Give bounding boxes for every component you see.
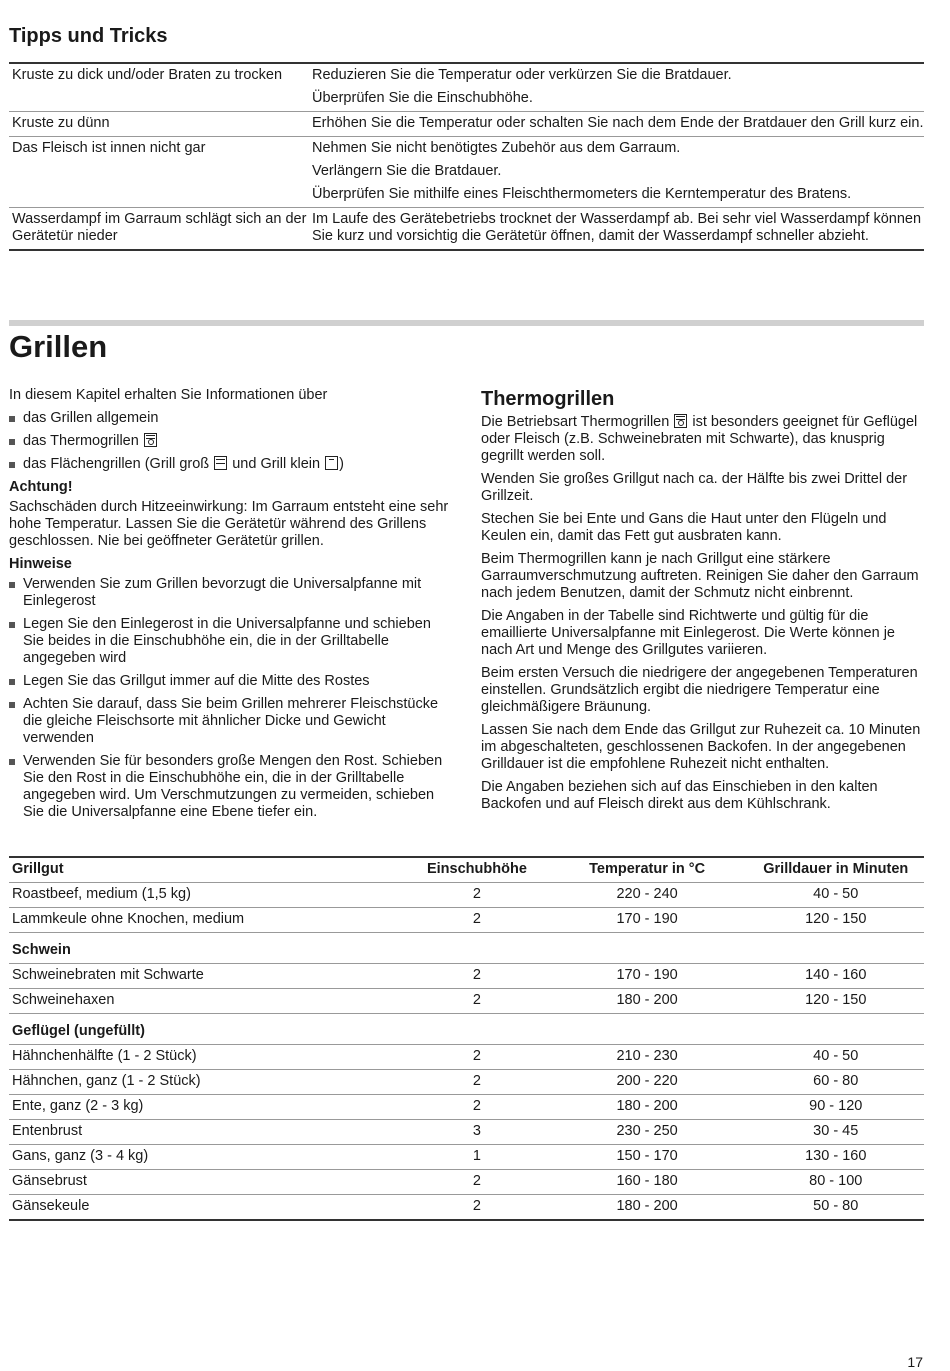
cell-temperatur: 170 - 190 — [547, 964, 748, 989]
cell-grilldauer: 120 - 150 — [748, 989, 924, 1014]
thermogrillen-title: Thermogrillen — [481, 388, 615, 410]
right-column — [481, 387, 921, 819]
table-row — [9, 1070, 924, 1095]
cell-grillgut: Ente, ganz (2 - 3 kg) — [9, 1095, 407, 1120]
cell-grillgut: Schweinehaxen — [9, 989, 407, 1014]
table-row — [9, 111, 924, 136]
cell-grilldauer: 40 - 50 — [748, 883, 924, 908]
table-row — [9, 883, 924, 908]
cell-grilldauer: 90 - 120 — [748, 1095, 924, 1120]
cell-temperatur: 180 - 200 — [547, 989, 748, 1014]
list-item: Legen Sie das Grillgut immer auf die Mitte des Rostes — [9, 673, 454, 690]
cell-grilldauer: 30 - 45 — [748, 1120, 924, 1145]
table-row — [9, 1120, 924, 1145]
table-row — [9, 1170, 924, 1195]
cell-grilldauer: 80 - 100 — [748, 1170, 924, 1195]
list-item: das Thermogrillen — [9, 433, 454, 450]
warning-text: Sachschäden durch Hitzeeinwirkung: Im Garraum entsteht eine sehr hohe Temperatur. Lassen Sie die Gerätetür während des Grillens geschlossen. Nie bei geöffneter Gerätetür grillen. — [9, 499, 449, 549]
table-row — [9, 989, 924, 1014]
section-divider — [9, 320, 924, 326]
thermogrillen-paragraph: Wenden Sie großes Grillgut nach ca. der Hälfte bis zwei Drittel der Grillzeit. — [481, 471, 908, 504]
list-item: Legen Sie den Einlegerost in die Universalpfanne und schieben Sie beides in die Einschubhöhe ein, die in der Grilltabelle angegeben wird — [9, 616, 454, 667]
cell-grilldauer: 140 - 160 — [748, 964, 924, 989]
cell-einschubhoehe: 2 — [407, 1045, 547, 1070]
table-group-row — [9, 1014, 924, 1045]
solution-text: Reduzieren Sie die Temperatur oder verkürzen Sie die Bratdauer. — [312, 67, 732, 83]
cell-grillgut: Hähnchenhälfte (1 - 2 Stück) — [9, 1045, 407, 1070]
thermogrillen-paragraph: Die Angaben in der Tabelle sind Richtwerte und gültig für die emaillierte Universalpfanne mit Einlegerost. Die Werte können je nach Art und Menge des Grillgutes variieren. — [481, 608, 895, 658]
cell-einschubhoehe: 3 — [407, 1120, 547, 1145]
table-row — [9, 64, 924, 111]
cell-grilldauer: 130 - 160 — [748, 1145, 924, 1170]
solution-text: Überprüfen Sie mithilfe eines Fleischthermometers die Kerntemperatur des Bratens. — [312, 186, 852, 202]
thermogrill-icon — [144, 433, 157, 447]
solution-cell — [312, 67, 924, 107]
cell-temperatur: 210 - 230 — [547, 1045, 748, 1070]
cell-temperatur: 180 - 200 — [547, 1095, 748, 1120]
cell-grillgut: Hähnchen, ganz (1 - 2 Stück) — [9, 1070, 407, 1095]
grill-large-icon — [214, 456, 227, 470]
thermogrillen-paragraph: Die Angaben beziehen sich auf das Einschieben in den kalten Backofen und auf Fleisch direkt aus dem Kühlschrank. — [481, 779, 878, 812]
header-grillgut: Grillgut — [9, 857, 407, 883]
notes-list — [9, 576, 454, 821]
grill-small-icon — [325, 456, 338, 470]
list-item: Achten Sie darauf, dass Sie beim Grillen mehrerer Fleischstücke die gleiche Fleischsorte mit ähnlicher Dicke und Gewicht verwenden — [9, 696, 454, 747]
list-item: das Flächengrillen (Grill groß und Grill klein ) — [9, 456, 454, 473]
thermogrillen-paragraph: Beim ersten Versuch die niedrigere der angegebenen Temperaturen einstellen. Grundsätzlich ergibt die niedrigere Temperatur eine gleichmäßigere Bräunung. — [481, 665, 918, 715]
cell-grilldauer: 120 - 150 — [748, 908, 924, 933]
warning-title: Achtung! — [9, 479, 73, 495]
list-item: das Grillen allgemein — [9, 410, 454, 427]
solution-cell — [312, 115, 924, 132]
table-row — [9, 207, 924, 249]
list-item: Verwenden Sie zum Grillen bevorzugt die Universalpfanne mit Einlegerost — [9, 576, 454, 610]
cell-grillgut: Roastbeef, medium (1,5 kg) — [9, 883, 407, 908]
table-row — [9, 964, 924, 989]
solution-text: Überprüfen Sie die Einschubhöhe. — [312, 90, 533, 106]
bullet-icon — [9, 753, 23, 821]
cell-temperatur: 230 - 250 — [547, 1120, 748, 1145]
tips-table — [9, 62, 924, 251]
problem-cell: Kruste zu dick und/oder Braten zu trocken — [12, 67, 283, 83]
table-row — [9, 1045, 924, 1070]
grill-table — [9, 856, 924, 1221]
problem-cell: Wasserdampf im Garraum schlägt sich an der Gerätetür nieder — [12, 211, 307, 244]
cell-einschubhoehe: 2 — [407, 1170, 547, 1195]
page-number: 17 — [907, 1354, 923, 1370]
group-label: Geflügel (ungefüllt) — [9, 1014, 924, 1045]
header-temperatur: Temperatur in °C — [547, 857, 748, 883]
solution-text: Verlängern Sie die Bratdauer. — [312, 163, 502, 179]
table-row — [9, 136, 924, 207]
section-title: Grillen — [9, 329, 108, 364]
thermogrill-icon — [674, 414, 687, 428]
table-header-row — [9, 857, 924, 883]
cell-einschubhoehe: 2 — [407, 1095, 547, 1120]
cell-grillgut: Entenbrust — [9, 1120, 407, 1145]
solution-cell — [312, 140, 924, 203]
bullet-icon — [9, 696, 23, 747]
problem-cell: Kruste zu dünn — [12, 115, 110, 131]
cell-temperatur: 180 - 200 — [547, 1195, 748, 1221]
cell-einschubhoehe: 2 — [407, 908, 547, 933]
cell-grillgut: Schweinebraten mit Schwarte — [9, 964, 407, 989]
table-group-row — [9, 933, 924, 964]
bullet-icon — [9, 456, 23, 473]
cell-temperatur: 200 - 220 — [547, 1070, 748, 1095]
cell-grillgut: Gänsebrust — [9, 1170, 407, 1195]
group-label: Schwein — [9, 933, 924, 964]
cell-einschubhoehe: 2 — [407, 1070, 547, 1095]
cell-temperatur: 170 - 190 — [547, 908, 748, 933]
solution-text: Im Laufe des Gerätebetriebs trocknet der Wasserdampf ab. Bei sehr viel Wasserdampf können Sie kurz und vorsichtig die Gerätetür öffnen, damit der Wasserdampf schneller abzieht. — [312, 211, 922, 244]
table-row — [9, 1145, 924, 1170]
thermogrillen-paragraph: Die Betriebsart Thermogrillen ist besonders geeignet für Geflügel oder Fleisch (z.B. Schweinebraten mit Schwarte), das knusprig gegrillt werden soll. — [481, 414, 918, 464]
table-row — [9, 1095, 924, 1120]
bullet-icon — [9, 616, 23, 667]
cell-einschubhoehe: 2 — [407, 1195, 547, 1221]
cell-grillgut: Lammkeule ohne Knochen, medium — [9, 908, 407, 933]
cell-grillgut: Gänsekeule — [9, 1195, 407, 1221]
thermogrillen-paragraph: Lassen Sie nach dem Ende das Grillgut zur Ruhezeit ca. 10 Minuten im abgeschalteten, geschlossenen Backofen. In der angegebenen Grilldauer ist die empfohlene Ruhezeit nicht enthalten. — [481, 722, 921, 772]
cell-grilldauer: 50 - 80 — [748, 1195, 924, 1221]
table-row — [9, 908, 924, 933]
thermogrillen-paragraphs — [481, 471, 921, 813]
cell-grilldauer: 40 - 50 — [748, 1045, 924, 1070]
bullet-icon — [9, 410, 23, 427]
header-einschubhoehe: Einschubhöhe — [407, 857, 547, 883]
cell-einschubhoehe: 2 — [407, 989, 547, 1014]
problem-cell: Das Fleisch ist innen nicht gar — [12, 140, 206, 156]
cell-temperatur: 160 - 180 — [547, 1170, 748, 1195]
cell-temperatur: 220 - 240 — [547, 883, 748, 908]
thermogrillen-paragraph: Beim Thermogrillen kann je nach Grillgut eine stärkere Garraumverschmutzung auftreten. Reinigen Sie daher den Garraum nach jedem Benutzen, damit der Schmutz nicht einbrennt. — [481, 551, 919, 601]
bullet-icon — [9, 673, 23, 690]
cell-temperatur: 150 - 170 — [547, 1145, 748, 1170]
table-row — [9, 1195, 924, 1221]
notes-title: Hinweise — [9, 556, 72, 572]
cell-einschubhoehe: 1 — [407, 1145, 547, 1170]
tips-title: Tipps und Tricks — [9, 25, 168, 47]
bullet-icon — [9, 433, 23, 450]
cell-einschubhoehe: 2 — [407, 964, 547, 989]
solution-text: Nehmen Sie nicht benötigtes Zubehör aus dem Garraum. — [312, 140, 681, 156]
solution-cell — [312, 211, 924, 245]
cell-grilldauer: 60 - 80 — [748, 1070, 924, 1095]
intro-text: In diesem Kapitel erhalten Sie Informationen über — [9, 387, 328, 403]
thermogrillen-paragraph: Stechen Sie bei Ente und Gans die Haut unter den Flügeln und Keulen ein, damit das Fett gut ausbraten kann. — [481, 511, 887, 544]
bullet-icon — [9, 576, 23, 610]
cell-grillgut: Gans, ganz (3 - 4 kg) — [9, 1145, 407, 1170]
left-column — [9, 387, 454, 827]
list-item: Verwenden Sie für besonders große Mengen den Rost. Schieben Sie den Rost in die Einschubhöhe ein, die in der Grilltabelle angegeben wird. Um Verschmutzungen zu vermeiden, schieben Sie die Universalpfanne eine Ebene tiefer ein. — [9, 753, 454, 821]
cell-einschubhoehe: 2 — [407, 883, 547, 908]
header-grilldauer: Grilldauer in Minuten — [748, 857, 924, 883]
solution-text: Erhöhen Sie die Temperatur oder schalten Sie nach dem Ende der Bratdauer den Grill kurz ein. — [312, 115, 924, 131]
